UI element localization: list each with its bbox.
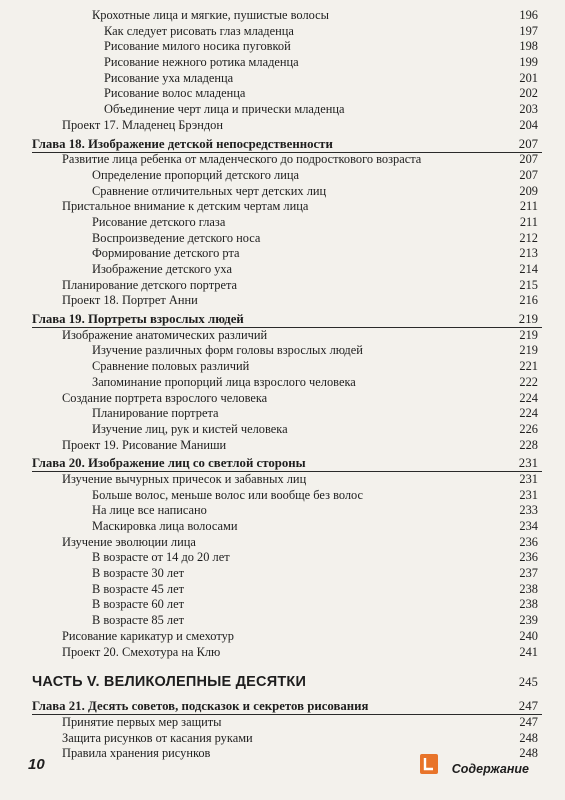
- toc-entry-page: 238: [519, 597, 538, 612]
- toc-entry-page: 213: [519, 246, 538, 261]
- toc-entry: [0, 613, 565, 629]
- chapter-heading: [0, 456, 565, 472]
- toc-entry: [0, 645, 565, 661]
- toc-entry-page: 211: [519, 199, 538, 214]
- toc-entry-page: 238: [519, 581, 538, 596]
- toc-entry-title: Проект 17. Младенец Брэндон: [62, 117, 224, 132]
- toc-entry: [0, 472, 565, 488]
- toc-entry: [0, 406, 565, 422]
- toc-entry-page: 236: [519, 550, 538, 565]
- toc-entry-title: Создание портрета взрослого человека: [62, 390, 268, 405]
- toc-entry: [0, 503, 565, 519]
- toc-entry-title: Глава 20. Изображение лиц со светлой стороны: [32, 456, 306, 471]
- toc-entry: [0, 566, 565, 582]
- toc-entry-title: Развитие лица ребенка от младенческого до подросткового возраста: [62, 152, 422, 167]
- toc-entry-title: Сравнение половых различий: [92, 359, 250, 374]
- toc-entry-page: 239: [519, 613, 538, 628]
- toc-entry-page: 237: [519, 566, 538, 581]
- toc-entry-title: ЧАСТЬ V. ВЕЛИКОЛЕПНЫЕ ДЕСЯТКИ: [32, 674, 307, 691]
- toc-entry-title: Изучение эволюции лица: [62, 534, 196, 549]
- toc-entry-title: Рисование карикатур и смехотур: [62, 628, 234, 643]
- toc-entry: [0, 519, 565, 535]
- toc-entry: [0, 629, 565, 645]
- toc-entry-page: 215: [519, 277, 538, 292]
- toc-entry: [0, 550, 565, 566]
- toc-entry: [0, 343, 565, 359]
- toc-entry-title: Принятие первых мер защиты: [62, 714, 222, 729]
- toc-entry-title: Изучение вычурных причесок и забавных лиц: [62, 471, 307, 486]
- toc-entry-page: 224: [519, 390, 538, 405]
- toc-entry: [0, 102, 565, 118]
- toc-entry: [0, 215, 565, 231]
- toc-entry-title: Сравнение отличительных черт детских лиц: [92, 183, 327, 198]
- toc-entry-title: В возрасте 60 лет: [92, 597, 185, 612]
- toc-entry-title: В возрасте 85 лет: [92, 613, 185, 628]
- toc-entry-page: 196: [519, 8, 538, 22]
- toc-entry-page: 207: [519, 167, 538, 182]
- toc-entry-page: 214: [519, 262, 538, 276]
- toc-entry-title: Определение пропорций детского лица: [92, 167, 299, 182]
- toc-entry: [0, 375, 565, 391]
- toc-entry-page: 201: [519, 70, 538, 85]
- toc-entry: [0, 597, 565, 613]
- toc-entry-page: 226: [519, 421, 538, 436]
- toc-entry-page: 248: [519, 730, 538, 745]
- toc-entry-page: 216: [519, 293, 538, 308]
- toc-entry: [0, 488, 565, 504]
- toc-entry: [0, 86, 565, 102]
- toc-entry-title: Как следует рисовать глаз младенца: [104, 23, 294, 38]
- toc-entry-page: 231: [518, 456, 538, 471]
- toc-entry: [0, 535, 565, 551]
- toc-entry-title: Рисование детского глаза: [92, 214, 226, 229]
- section-title: Содержание: [451, 762, 529, 776]
- toc-entry: [0, 71, 565, 87]
- toc-entry-page: 202: [519, 86, 538, 101]
- toc-entry: [0, 582, 565, 598]
- toc-entry-title: Планирование детского портрета: [62, 277, 238, 292]
- toc-entry-page: 207: [519, 152, 538, 167]
- chapter-heading: [0, 137, 565, 153]
- toc-entry-title: Защита рисунков от касания руками: [62, 730, 253, 745]
- toc-entry-page: 233: [519, 503, 538, 518]
- toc-entry-page: 212: [519, 230, 538, 245]
- toc-entry-page: 240: [519, 628, 538, 643]
- toc-entry: [0, 39, 565, 55]
- toc-entry-page: 234: [519, 519, 538, 533]
- toc-entry-title: Рисование милого носика пуговкой: [104, 39, 291, 54]
- toc-entry-title: Проект 20. Смехотура на Клю: [62, 644, 221, 659]
- toc-entry-page: 228: [519, 437, 538, 452]
- toc-entry-page: 245: [518, 675, 538, 690]
- toc-entry: [0, 246, 565, 262]
- table-of-contents: [0, 8, 565, 762]
- toc-entry-title: Формирование детского рта: [92, 246, 240, 261]
- toc-entry-title: Крохотные лица и мягкие, пушистые волосы: [92, 8, 329, 22]
- toc-entry-page: 224: [519, 406, 538, 421]
- toc-entry: [0, 199, 565, 215]
- toc-entry-title: Рисование нежного ротика младенца: [104, 55, 299, 70]
- toc-entry: [0, 262, 565, 278]
- toc-entry-page: 248: [519, 746, 538, 761]
- toc-entry: [0, 184, 565, 200]
- toc-entry-page: 219: [519, 327, 538, 342]
- toc-entry-page: 231: [519, 487, 538, 502]
- toc-entry: [0, 293, 565, 309]
- toc-entry-title: Планирование портрета: [92, 406, 219, 421]
- toc-entry-page: 199: [519, 55, 538, 70]
- toc-entry-title: Изображение анатомических различий: [62, 327, 268, 342]
- toc-entry-page: 204: [519, 117, 538, 132]
- page-number: 10: [28, 756, 45, 773]
- toc-entry-page: 221: [519, 359, 538, 374]
- toc-entry-title: Проект 19. Рисование Маниши: [62, 437, 227, 452]
- toc-entry-title: Изучение различных форм головы взрослых людей: [92, 343, 363, 358]
- toc-entry-page: 241: [519, 644, 538, 659]
- toc-entry-page: 231: [519, 471, 538, 486]
- toc-entry: [0, 118, 565, 134]
- toc-entry-title: Маскировка лица волосами: [92, 519, 238, 533]
- toc-entry-title: Объединение черт лица и прически младенца: [104, 102, 345, 117]
- toc-entry: [0, 278, 565, 294]
- toc-entry-page: 198: [519, 39, 538, 54]
- toc-entry-title: На лице все написано: [92, 503, 207, 518]
- toc-entry-page: 219: [518, 312, 538, 327]
- toc-entry-title: Рисование волос младенца: [104, 86, 246, 101]
- toc-entry-title: Глава 19. Портреты взрослых людей: [32, 312, 244, 327]
- toc-entry-title: Глава 18. Изображение детской непосредственности: [32, 136, 333, 151]
- toc-entry-page: 219: [519, 343, 538, 358]
- toc-entry-page: 197: [519, 23, 538, 38]
- toc-entry: [0, 8, 565, 24]
- toc-entry-title: Воспроизведение детского носа: [92, 230, 261, 245]
- toc-entry-title: Рисование уха младенца: [104, 70, 234, 85]
- page-footer: [0, 740, 565, 800]
- toc-entry-title: Запоминание пропорций лица взрослого человека: [92, 374, 356, 389]
- toc-entry: [0, 715, 565, 731]
- toc-entry-page: 209: [519, 183, 538, 198]
- toc-entry-page: 247: [518, 699, 538, 714]
- toc-entry: [0, 152, 565, 168]
- toc-entry: [0, 328, 565, 344]
- toc-entry: [0, 422, 565, 438]
- toc-entry-title: В возрасте 30 лет: [92, 566, 185, 581]
- toc-entry: [0, 359, 565, 375]
- chapter-heading: [0, 312, 565, 328]
- toc-entry: [0, 55, 565, 71]
- toc-entry-title: Глава 21. Десять советов, подсказок и секретов рисования: [32, 699, 369, 714]
- toc-entry: [0, 231, 565, 247]
- toc-entry-page: 207: [518, 136, 538, 151]
- toc-entry-page: 203: [519, 102, 538, 117]
- part-heading: [0, 670, 565, 694]
- toc-entry-page: 211: [519, 214, 538, 229]
- toc-entry-page: 222: [519, 374, 538, 389]
- toc-entry: [0, 391, 565, 407]
- toc-entry-title: Изображение детского уха: [92, 262, 232, 276]
- toc-entry-title: Больше волос, меньше волос или вообще без волос: [92, 487, 364, 502]
- toc-entry-title: Проект 18. Портрет Анни: [62, 293, 198, 308]
- toc-entry: [0, 438, 565, 454]
- toc-entry-title: В возрасте 45 лет: [92, 581, 185, 596]
- toc-entry-title: Изучение лиц, рук и кистей человека: [92, 421, 288, 436]
- chapter-heading: [0, 699, 565, 715]
- toc-entry: [0, 168, 565, 184]
- toc-entry-title: Пристальное внимание к детским чертам лица: [62, 199, 309, 214]
- toc-entry-title: Правила хранения рисунков: [62, 746, 211, 761]
- toc-entry-page: 236: [519, 534, 538, 549]
- litres-logo-icon: [420, 754, 438, 774]
- toc-entry-title: В возрасте от 14 до 20 лет: [92, 550, 230, 565]
- toc-entry-page: 247: [519, 714, 538, 729]
- toc-entry: [0, 24, 565, 40]
